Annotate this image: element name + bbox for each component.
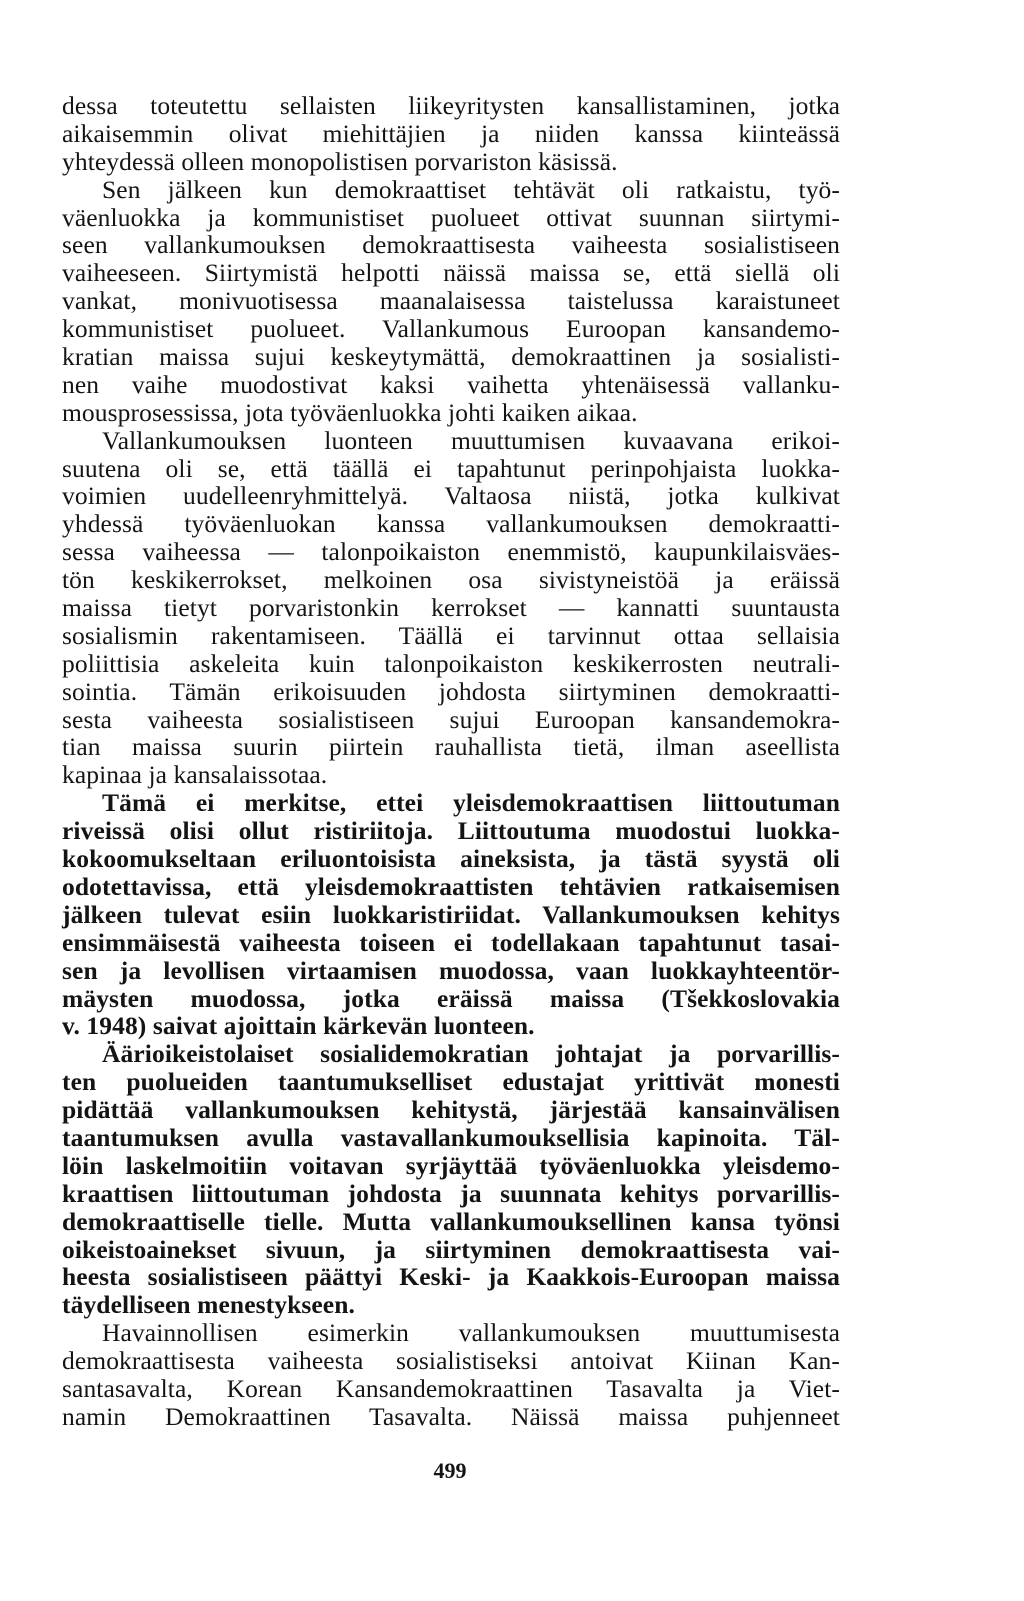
text-line: Tämä ei merkitse, ettei yleisdemokraattisen liittoutuman: [102, 788, 840, 818]
text-line: kommunistiset puolueet. Vallankumous Euroopan kansandemo-: [62, 314, 840, 344]
text-line: namin Demokraattinen Tasavalta. Näissä maissa puhjenneet: [62, 1401, 840, 1431]
page-number: 499: [433, 1458, 467, 1483]
text-line: sointia. Tämän erikoisuuden johdosta siirtyminen demokraatti-: [62, 676, 840, 706]
text-line: pidättää vallankumouksen kehitystä, järjestää kansainvälisen: [62, 1095, 840, 1125]
text-line: dessa toteutettu sellaisten liikeyritysten kansallistaminen, jotka: [62, 91, 840, 120]
text-line: jälkeen tulevat esiin luokkaristiriidat. Vallankumouksen kehitys: [62, 899, 840, 929]
text-line: ensimmäisestä vaiheesta toiseen ei todellakaan tapahtunut tasai-: [62, 927, 840, 957]
text-line: voimien uudelleenryhmittelyä. Valtaosa niistä, jotka kulkivat: [62, 481, 840, 511]
text-line: maissa tietyt porvaristonkin kerrokset — kannatti suuntausta: [62, 593, 840, 623]
text-line: odotettavissa, että yleisdemokraattisten tehtävien ratkaisemisen: [62, 871, 840, 901]
text-line: sessa vaiheessa — talonpoikaiston enemmistö, kaupunkilaisväes-: [62, 537, 840, 567]
text-line: poliittisia askeleita kuin talonpoikaiston keskikerrosten neutrali-: [62, 648, 840, 678]
text-line: yhteydessä olleen monopolistisen porvariston käsissä.: [62, 146, 618, 176]
text-line: kapinaa ja kansalaissotaa.: [62, 760, 328, 790]
text-line: Äärioikeistolaiset sosialidemokratian johtajat ja porvarillis-: [102, 1039, 840, 1069]
text-line: nen vaihe muodostivat kaksi vaihetta yhtenäisessä vallanku-: [62, 369, 840, 399]
text-line: demokraattiselle tielle. Mutta vallankumouksellinen kansa työnsi: [62, 1206, 840, 1236]
body-text: [62, 92, 840, 1431]
text-line: suutena oli se, että täällä ei tapahtunut perinpohjaista luokka-: [62, 453, 840, 483]
text-line: santasavalta, Korean Kansandemokraattinen Tasavalta ja Viet-: [62, 1373, 840, 1403]
text-line: kraattisen liittoutuman johdosta ja suunnata kehitys porvarillis-: [62, 1178, 840, 1208]
text-line: vaiheeseen. Siirtymistä helpotti näissä maissa se, että siellä oli: [62, 258, 840, 288]
text-line: tön keskikerrokset, melkoinen osa sivistyneistöä ja eräissä: [62, 565, 840, 595]
text-line: löin laskelmoitiin voitavan syrjäyttää työväenluokka yleisdemo-: [62, 1150, 840, 1180]
text-line: Havainnollisen esimerkin vallankumouksen muuttumisesta: [102, 1318, 840, 1348]
text-line: seen vallankumouksen demokraattisesta vaiheesta sosialistiseen: [62, 230, 840, 260]
text-line: aikaisemmin olivat miehittäjien ja niiden kanssa kiinteässä: [62, 118, 840, 148]
text-line: demokraattisesta vaiheesta sosialistiseksi antoivat Kiinan Kan-: [62, 1346, 840, 1376]
text-line: Vallankumouksen luonteen muuttumisen kuvaavana erikoi-: [102, 425, 840, 455]
text-line: väenluokka ja kommunistiset puolueet ottivat suunnan siirtymi-: [62, 202, 840, 232]
text-line: riveissä olisi ollut ristiriitoja. Liittoutuma muodostui luokka-: [62, 816, 840, 846]
text-line: heesta sosialistiseen päättyi Keski- ja Kaakkois-Euroopan maissa: [62, 1262, 840, 1292]
text-line: oikeistoainekset sivuun, ja siirtyminen demokraattisesta vai-: [62, 1234, 840, 1264]
text-line: kokoomukseltaan eriluontoisista aineksista, ja tästä syystä oli: [62, 844, 840, 874]
text-line: v. 1948) saivat ajoittain kärkevän luonteen.: [62, 1011, 535, 1041]
text-line: sosialismin rakentamiseen. Täällä ei tarvinnut ottaa sellaisia: [62, 620, 840, 650]
text-line: mäysten muodossa, jotka eräissä maissa (Tšekkoslovakia: [62, 983, 840, 1013]
text-line: taantumuksen avulla vastavallankumouksellisia kapinoita. Täl-: [62, 1122, 840, 1152]
text-line: vankat, monivuotisessa maanalaisessa taistelussa karaistuneet: [62, 286, 840, 316]
text-line: kratian maissa sujui keskeytymättä, demokraattinen ja sosialisti-: [62, 342, 840, 372]
text-line: täydelliseen menestykseen.: [62, 1290, 355, 1320]
text-line: ten puolueiden taantumukselliset edustajat yrittivät monesti: [62, 1067, 840, 1097]
text-line: yhdessä työväenluokan kanssa vallankumouksen demokraatti-: [62, 509, 840, 539]
text-line: Sen jälkeen kun demokraattiset tehtävät oli ratkaistu, työ-: [102, 174, 840, 204]
text-line: sen ja levollisen virtaamisen muodossa, vaan luokkayhteentör-: [62, 955, 840, 985]
text-line: sesta vaiheesta sosialistiseen sujui Euroopan kansandemokra-: [62, 704, 840, 734]
text-line: mousprosessissa, jota työväenluokka johti kaiken aikaa.: [62, 397, 638, 427]
text-line: tian maissa suurin piirtein rauhallista tietä, ilman aseellista: [62, 732, 840, 762]
